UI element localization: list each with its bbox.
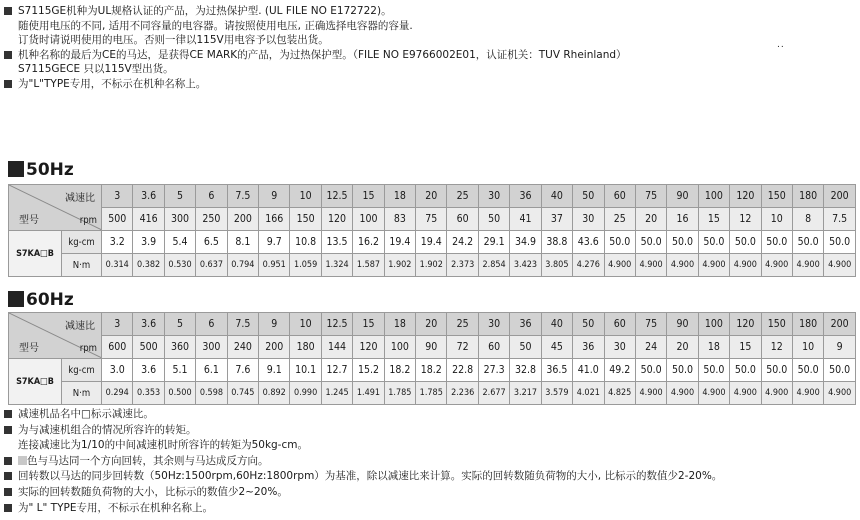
- gray-square-icon: [18, 456, 27, 465]
- rpm-label: rpm: [79, 343, 97, 354]
- rpm-cell: 25: [604, 208, 635, 231]
- rpm-row: [9, 336, 856, 359]
- nm-cell: 1.902: [416, 254, 447, 277]
- ratio-cell: 40: [541, 185, 572, 208]
- rpm-cell: 15: [698, 208, 729, 231]
- nm-row: [9, 254, 856, 277]
- nm-row: [9, 382, 856, 405]
- ratio-cell: 20: [416, 185, 447, 208]
- kgcm-cell: 50.0: [667, 359, 698, 382]
- kgcm-cell: 50.0: [761, 359, 792, 382]
- bullet-square-icon: [4, 457, 12, 465]
- ratio-cell: 36: [510, 185, 541, 208]
- rpm-cell: 8: [792, 208, 823, 231]
- note-text: 为"L"TYPE专用，不标示在机种名称上。: [18, 77, 207, 90]
- section-title-50hz: 50Hz: [8, 160, 74, 180]
- rpm-cell: 200: [259, 336, 290, 359]
- nm-cell: 1.587: [353, 254, 384, 277]
- nm-cell: 0.892: [259, 382, 290, 405]
- ratio-cell: 5: [164, 185, 195, 208]
- nm-cell: 1.324: [321, 254, 352, 277]
- nm-cell: 2.236: [447, 382, 478, 405]
- rpm-cell: 9: [824, 336, 856, 359]
- kgcm-cell: 43.6: [573, 231, 604, 254]
- bullet-square-icon: [4, 410, 12, 418]
- kgcm-cell: 19.4: [416, 231, 447, 254]
- model-label: 型号: [19, 343, 39, 354]
- kgcm-cell: 27.3: [478, 359, 509, 382]
- rpm-cell: 12: [730, 208, 761, 231]
- ratio-cell: 180: [792, 185, 823, 208]
- kgcm-cell: 18.2: [416, 359, 447, 382]
- ratio-cell: 3.6: [133, 313, 164, 336]
- nm-cell: 0.794: [227, 254, 258, 277]
- nm-cell: 2.677: [478, 382, 509, 405]
- note-line: [4, 470, 722, 483]
- corner-box: [9, 185, 101, 230]
- rpm-cell: 166: [259, 208, 290, 231]
- rpm-cell: 416: [133, 208, 164, 231]
- ratio-cell: 12.5: [321, 185, 352, 208]
- rpm-cell: 16: [667, 208, 698, 231]
- ratio-cell: 150: [761, 185, 792, 208]
- ratio-cell: 30: [478, 313, 509, 336]
- ratio-cell: 3: [102, 313, 133, 336]
- kgcm-cell: 38.8: [541, 231, 572, 254]
- note-line: [4, 49, 627, 62]
- nm-cell: 1.491: [353, 382, 384, 405]
- note-text: 减速机品名中□标示减速比。: [18, 408, 154, 420]
- ratio-cell: 100: [698, 313, 729, 336]
- note-text: S7115GECE 只以115V型出货。: [18, 63, 174, 75]
- kgcm-cell: 3.9: [133, 231, 164, 254]
- kgcm-cell: 50.0: [635, 359, 666, 382]
- note-text: 色与马达同一个方向回转，其余则与马达成反方向。: [27, 454, 269, 467]
- nm-cell: 3.805: [541, 254, 572, 277]
- table-corner: [9, 313, 102, 359]
- kgcm-cell: 22.8: [447, 359, 478, 382]
- ratio-cell: 75: [635, 185, 666, 208]
- ratio-cell: 120: [730, 185, 761, 208]
- rpm-cell: 500: [102, 208, 133, 231]
- nm-cell: 0.951: [259, 254, 290, 277]
- ratio-cell: 50: [573, 313, 604, 336]
- section-square-icon: [8, 291, 24, 307]
- nm-cell: 4.021: [573, 382, 604, 405]
- ratio-cell: 150: [761, 313, 792, 336]
- nm-cell: 3.217: [510, 382, 541, 405]
- note-line: [4, 78, 206, 91]
- rpm-cell: 75: [416, 208, 447, 231]
- kgcm-cell: 50.0: [698, 231, 729, 254]
- note-line: [18, 34, 329, 47]
- torque-table-50hz: [8, 184, 856, 277]
- ratio-cell: 18: [384, 313, 415, 336]
- nm-cell: 4.900: [604, 254, 635, 277]
- ratio-cell: 15: [353, 185, 384, 208]
- kgcm-cell: 50.0: [604, 231, 635, 254]
- nm-cell: 4.900: [698, 382, 729, 405]
- rpm-cell: 120: [321, 208, 352, 231]
- kgcm-cell: 50.0: [730, 359, 761, 382]
- nm-cell: 2.854: [478, 254, 509, 277]
- ratio-cell: 9: [259, 313, 290, 336]
- ratio-label: 减速比: [65, 193, 95, 204]
- kgcm-cell: 41.0: [573, 359, 604, 382]
- ratio-cell: 75: [635, 313, 666, 336]
- nm-cell: 0.530: [164, 254, 195, 277]
- nm-cell: 4.900: [792, 254, 823, 277]
- rpm-cell: 100: [384, 336, 415, 359]
- nm-cell: 4.900: [635, 382, 666, 405]
- rpm-cell: 24: [635, 336, 666, 359]
- kgcm-cell: 29.1: [478, 231, 509, 254]
- rpm-label: rpm: [79, 215, 97, 226]
- ratio-cell: 200: [824, 313, 856, 336]
- nm-cell: 4.900: [730, 254, 761, 277]
- kgcm-cell: 36.5: [541, 359, 572, 382]
- kgcm-cell: 49.2: [604, 359, 635, 382]
- note-text: 为与减速机组合的情况所容许的转矩。: [18, 423, 197, 436]
- ratio-cell: 10: [290, 313, 321, 336]
- kgcm-cell: 10.8: [290, 231, 321, 254]
- ratio-cell: 90: [667, 313, 698, 336]
- ratio-cell: 6: [196, 313, 227, 336]
- kgcm-cell: 50.0: [730, 231, 761, 254]
- kgcm-cell: 50.0: [824, 359, 856, 382]
- nm-cell: 4.900: [667, 382, 698, 405]
- nm-cell: 2.373: [447, 254, 478, 277]
- model-cell: S7KA□B: [9, 231, 62, 277]
- ratio-cell: 25: [447, 313, 478, 336]
- rpm-cell: 144: [321, 336, 352, 359]
- ratio-cell: 30: [478, 185, 509, 208]
- ratio-cell: 7.5: [227, 313, 258, 336]
- rpm-cell: 150: [290, 208, 321, 231]
- nm-cell: 0.745: [227, 382, 258, 405]
- ratio-cell: 40: [541, 313, 572, 336]
- nm-cell: 4.900: [667, 254, 698, 277]
- ratio-cell: 60: [604, 185, 635, 208]
- kgcm-cell: 50.0: [761, 231, 792, 254]
- nm-cell: 3.579: [541, 382, 572, 405]
- kgcm-cell: 3.0: [102, 359, 133, 382]
- note-line: [4, 486, 288, 499]
- nm-cell: 4.825: [604, 382, 635, 405]
- note-line: [4, 408, 154, 421]
- nm-cell: 4.900: [635, 254, 666, 277]
- rpm-cell: 60: [478, 336, 509, 359]
- ratio-cell: 60: [604, 313, 635, 336]
- note-line: [4, 5, 392, 18]
- rpm-cell: 20: [667, 336, 698, 359]
- kgcm-cell: 12.7: [321, 359, 352, 382]
- nm-label: N·m: [62, 254, 102, 277]
- rpm-cell: 20: [635, 208, 666, 231]
- ratio-cell: 10: [290, 185, 321, 208]
- nm-cell: 4.900: [792, 382, 823, 405]
- note-text: 为" L" TYPE专用，不标示在机种名称上。: [18, 501, 213, 514]
- rpm-cell: 100: [353, 208, 384, 231]
- rpm-cell: 30: [573, 208, 604, 231]
- ratio-row: [9, 185, 856, 208]
- rpm-cell: 300: [196, 336, 227, 359]
- note-line: [18, 20, 413, 33]
- section-title-60hz: 60Hz: [8, 290, 74, 310]
- nm-cell: 1.059: [290, 254, 321, 277]
- nm-cell: 4.900: [761, 382, 792, 405]
- kgcm-cell: 18.2: [384, 359, 415, 382]
- bullet-square-icon: [4, 504, 12, 512]
- rpm-cell: 18: [698, 336, 729, 359]
- rpm-cell: 300: [164, 208, 195, 231]
- note-line: [4, 502, 213, 515]
- table-corner: [9, 185, 102, 231]
- nm-cell: 4.900: [698, 254, 729, 277]
- nm-cell: 0.990: [290, 382, 321, 405]
- ratio-cell: 3.6: [133, 185, 164, 208]
- rpm-cell: 15: [730, 336, 761, 359]
- nm-cell: 0.500: [164, 382, 195, 405]
- ratio-cell: 90: [667, 185, 698, 208]
- note-text: 实际的回转数随负荷物的大小，比标示的数值少2~20%。: [18, 486, 288, 498]
- ratio-cell: 200: [824, 185, 856, 208]
- ratio-cell: 36: [510, 313, 541, 336]
- nm-cell: 4.276: [573, 254, 604, 277]
- rpm-cell: 90: [416, 336, 447, 359]
- rpm-cell: 50: [478, 208, 509, 231]
- nm-cell: 1.902: [384, 254, 415, 277]
- nm-cell: 0.314: [102, 254, 133, 277]
- note-text: 随使用电压的不同, 适用不同容量的电容器。请按照使用电压, 正确选择电容器的容量.: [18, 19, 413, 32]
- ratio-cell: 18: [384, 185, 415, 208]
- kgcm-cell: 50.0: [635, 231, 666, 254]
- nm-cell: 0.353: [133, 382, 164, 405]
- rpm-cell: 12: [761, 336, 792, 359]
- kgcm-row: [9, 359, 856, 382]
- ratio-cell: 9: [259, 185, 290, 208]
- ratio-cell: 7.5: [227, 185, 258, 208]
- kgcm-cell: 16.2: [353, 231, 384, 254]
- rpm-cell: 7.5: [824, 208, 856, 231]
- rpm-cell: 41: [510, 208, 541, 231]
- ratio-cell: 20: [416, 313, 447, 336]
- ratio-label: 减速比: [65, 321, 95, 332]
- section-square-icon: [8, 161, 24, 177]
- kgcm-cell: 3.6: [133, 359, 164, 382]
- ratio-cell: 3: [102, 185, 133, 208]
- kgcm-cell: 13.5: [321, 231, 352, 254]
- bullet-square-icon: [4, 80, 12, 88]
- ratio-cell: 50: [573, 185, 604, 208]
- ratio-cell: 6: [196, 185, 227, 208]
- nm-cell: 1.785: [416, 382, 447, 405]
- kgcm-cell: 50.0: [792, 231, 823, 254]
- ratio-cell: 100: [698, 185, 729, 208]
- nm-cell: 4.900: [824, 382, 856, 405]
- kgcm-cell: 9.1: [259, 359, 290, 382]
- model-cell: S7KA□B: [9, 359, 62, 405]
- bullet-square-icon: [4, 51, 12, 59]
- kgcm-cell: 7.6: [227, 359, 258, 382]
- rpm-cell: 30: [604, 336, 635, 359]
- corner-mark: ..: [777, 40, 785, 50]
- nm-cell: 1.245: [321, 382, 352, 405]
- rpm-cell: 37: [541, 208, 572, 231]
- ratio-cell: 5: [164, 313, 195, 336]
- nm-cell: 3.423: [510, 254, 541, 277]
- note-line: [4, 455, 269, 468]
- ratio-cell: 180: [792, 313, 823, 336]
- rpm-cell: 45: [541, 336, 572, 359]
- kgcm-cell: 24.2: [447, 231, 478, 254]
- rpm-cell: 180: [290, 336, 321, 359]
- rpm-cell: 50: [510, 336, 541, 359]
- kgcm-cell: 50.0: [698, 359, 729, 382]
- kgcm-cell: 5.1: [164, 359, 195, 382]
- rpm-cell: 500: [133, 336, 164, 359]
- nm-cell: 0.598: [196, 382, 227, 405]
- rpm-cell: 120: [353, 336, 384, 359]
- nm-label: N·m: [62, 382, 102, 405]
- kgcm-cell: 19.4: [384, 231, 415, 254]
- rpm-cell: 10: [792, 336, 823, 359]
- rpm-cell: 36: [573, 336, 604, 359]
- note-line: [4, 424, 197, 437]
- bullet-square-icon: [4, 7, 12, 15]
- nm-cell: 0.637: [196, 254, 227, 277]
- kgcm-cell: 6.1: [196, 359, 227, 382]
- rpm-cell: 360: [164, 336, 195, 359]
- nm-cell: 0.294: [102, 382, 133, 405]
- rpm-cell: 250: [196, 208, 227, 231]
- ratio-cell: 12.5: [321, 313, 352, 336]
- rpm-cell: 200: [227, 208, 258, 231]
- corner-box: [9, 313, 101, 358]
- kgcm-cell: 9.7: [259, 231, 290, 254]
- rpm-cell: 60: [447, 208, 478, 231]
- note-text: 回转数以马达的同步回转数（50Hz:1500rpm,60Hz:1800rpm）为基准，除以减速比来计算。实际的回转数随负荷物的大小, 比标示的数值少2-20%。: [18, 470, 723, 483]
- kgcm-cell: 34.9: [510, 231, 541, 254]
- rpm-cell: 10: [761, 208, 792, 231]
- bullet-square-icon: [4, 472, 12, 480]
- nm-cell: 4.900: [730, 382, 761, 405]
- nm-cell: 1.785: [384, 382, 415, 405]
- torque-table-60hz: [8, 312, 856, 405]
- kgcm-cell: 50.0: [792, 359, 823, 382]
- rpm-cell: 240: [227, 336, 258, 359]
- ratio-cell: 25: [447, 185, 478, 208]
- note-line: [18, 63, 174, 76]
- kgcm-label: kg-cm: [62, 359, 102, 382]
- note-text: 机种名称的最后为CE的马达，是获得CE MARK的产品，为过热保护型。（FILE NO E9766002E01，认证机关：TUV Rheinland）: [18, 48, 627, 61]
- kgcm-cell: 6.5: [196, 231, 227, 254]
- bullet-square-icon: [4, 426, 12, 434]
- kgcm-cell: 50.0: [667, 231, 698, 254]
- note-text: 连接减速比为1/10的中间减速机时所容许的转矩为50kg-cm。: [18, 439, 308, 452]
- rpm-cell: 600: [102, 336, 133, 359]
- kgcm-cell: 5.4: [164, 231, 195, 254]
- kgcm-cell: 10.1: [290, 359, 321, 382]
- kgcm-cell: 50.0: [824, 231, 856, 254]
- note-text: S7115GE机种为UL规格认证的产品，为过热保护型. (UL FILE NO E172722)。: [18, 5, 392, 17]
- kgcm-cell: 15.2: [353, 359, 384, 382]
- note-text: 订货时请说明使用的电压。否则一律以115V用电容予以包装出货。: [18, 34, 329, 46]
- nm-cell: 4.900: [761, 254, 792, 277]
- rpm-cell: 72: [447, 336, 478, 359]
- nm-cell: 0.382: [133, 254, 164, 277]
- kgcm-cell: 8.1: [227, 231, 258, 254]
- rpm-cell: 83: [384, 208, 415, 231]
- model-label: 型号: [19, 215, 39, 226]
- kgcm-label: kg-cm: [62, 231, 102, 254]
- kgcm-cell: 32.8: [510, 359, 541, 382]
- bullet-square-icon: [4, 488, 12, 496]
- kgcm-cell: 3.2: [102, 231, 133, 254]
- ratio-cell: 15: [353, 313, 384, 336]
- nm-cell: 4.900: [824, 254, 856, 277]
- note-line: [18, 439, 308, 452]
- kgcm-row: [9, 231, 856, 254]
- rpm-row: [9, 208, 856, 231]
- ratio-row: [9, 313, 856, 336]
- ratio-cell: 120: [730, 313, 761, 336]
